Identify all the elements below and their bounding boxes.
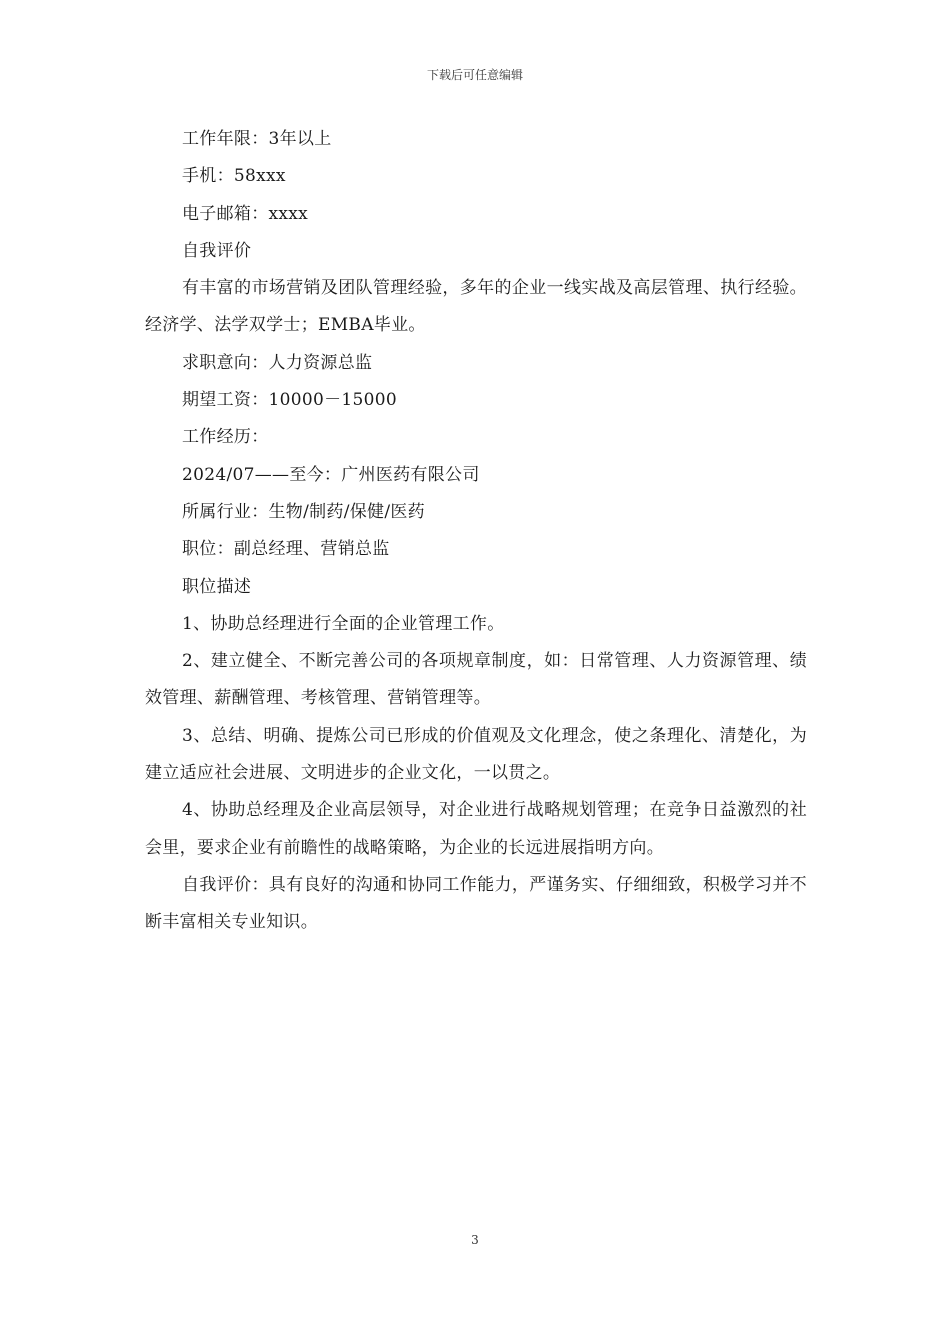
closing-self-evaluation: 自我评价：具有良好的沟通和协同工作能力，严谨务实、仔细细致，积极学习并不断丰富相关专业知识。	[145, 874, 807, 933]
self-evaluation-text: 有丰富的市场营销及团队管理经验，多年的企业一线实战及高层管理、执行经验。经济学、法学双学士；EMBA毕业。	[145, 278, 807, 336]
job-intention-line: 求职意向：人力资源总监	[182, 352, 373, 373]
position-line: 职位：副总经理、营销总监	[182, 539, 390, 560]
duty-item-2: 2、建立健全、不断完善公司的各项规章制度，如：日常管理、人力资源管理、绩效管理、薪酬管理、考核管理、营销管理等。	[145, 651, 807, 709]
self-evaluation-heading: 自我评价	[182, 240, 252, 261]
employment-period-line: 2024/07——至今：广州医药有限公司	[182, 464, 480, 485]
duty-item-3: 3、总结、明确、提炼公司已形成的价值观及文化理念，使之条理化、清楚化，为建立适应社会进展、文明进步的企业文化，一以贯之。	[145, 725, 807, 784]
email-line: 电子邮箱：xxxx	[182, 203, 309, 224]
duty-item-4: 4、协助总经理及企业高层领导，对企业进行战略规划管理；在竞争日益激烈的社会里，要求企业有前瞻性的战略策略，为企业的长远进展指明方向。	[145, 800, 807, 858]
industry-line: 所属行业：生物/制药/保健/医药	[182, 501, 425, 522]
work-experience-heading: 工作经历：	[182, 427, 269, 448]
phone-line: 手机：58xxx	[182, 166, 286, 187]
page-number: 3	[471, 1233, 479, 1247]
page-header: 下载后可任意编辑	[426, 68, 523, 82]
work-years-line: 工作年限：3年以上	[182, 129, 332, 149]
document-body	[145, 121, 807, 942]
duty-item-1: 1、协助总经理进行全面的企业管理工作。	[182, 613, 505, 634]
expected-salary-line: 期望工资：10000－15000	[182, 390, 397, 411]
job-description-heading: 职位描述	[182, 576, 252, 597]
